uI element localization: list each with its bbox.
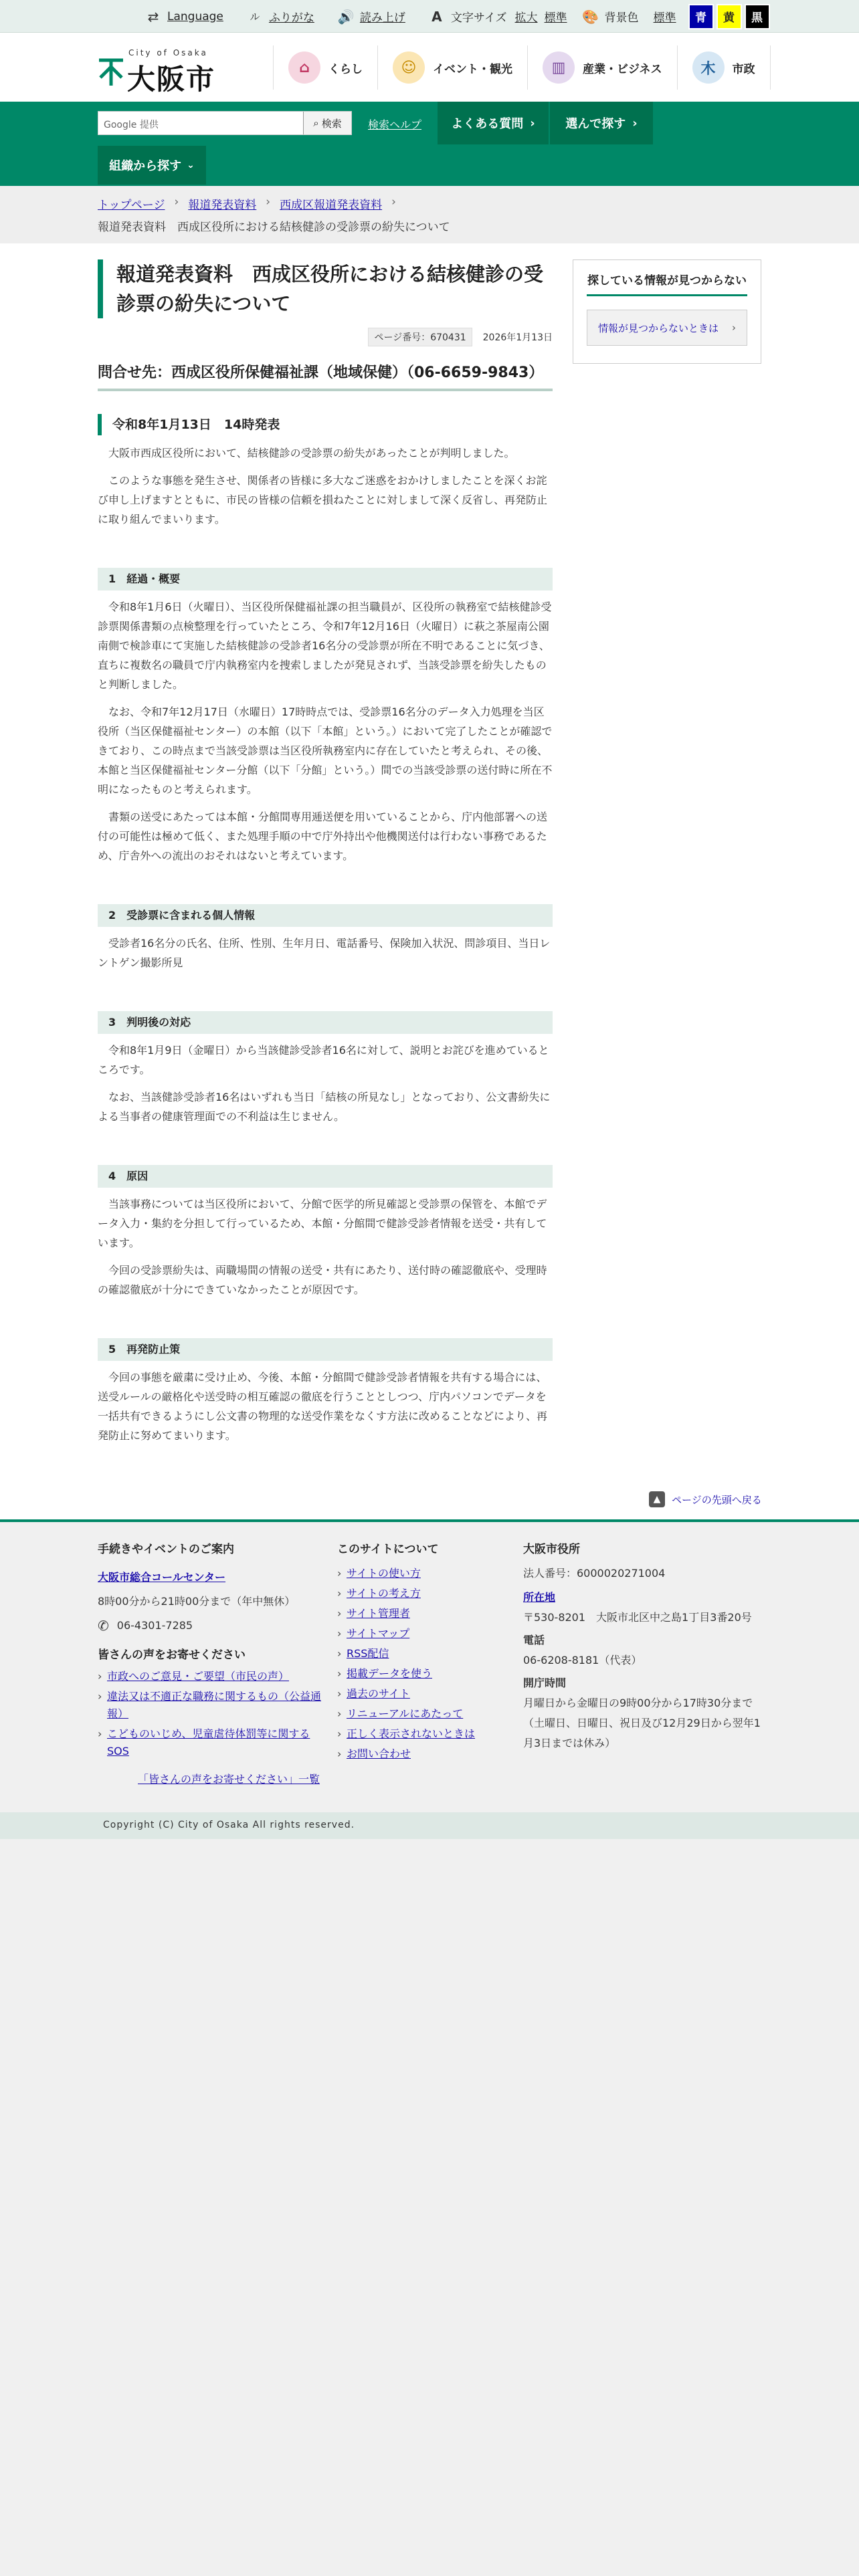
furigana-icon: ル: [250, 11, 260, 23]
release-heading: 令和8年1月13日 14時発表: [98, 414, 553, 435]
not-found-button[interactable]: [587, 310, 747, 346]
furigana-link[interactable]: ふりがな: [268, 11, 314, 25]
open-hours: 月曜日から金曜日の9時00分から17時30分まで: [523, 1697, 753, 1709]
callcenter-phone: 06-4301-7285: [116, 1619, 193, 1632]
global-nav: [273, 45, 771, 90]
bgcolor-label: 背景色: [604, 11, 639, 25]
breadcrumb-separator: ›: [174, 195, 179, 209]
breadcrumb-separator: ›: [266, 195, 271, 209]
nav-shisei[interactable]: [677, 45, 771, 90]
building-icon: ▥: [543, 51, 575, 84]
corp-number: 法人番号：6000020271004: [523, 1567, 666, 1580]
section-paragraph: 当該事務については当区役所において、分館で医学的所見確認と受診票の保管を、本館でデータ入力・集約を分担して行っているため、本館・分館間で健診受診者情報を送受・共有しています。: [98, 1198, 547, 1249]
section-paragraph: 令和8年1月9日（金曜日）から当該健診受診者16名に対して、説明とお詫びを進めているところです。: [98, 1044, 549, 1076]
search-nav-band: [0, 102, 859, 186]
section-heading: 1 経過・概要: [98, 568, 553, 591]
fontsize-label: 文字サイズ: [450, 11, 507, 25]
footer-site-link[interactable]: サイト管理者: [347, 1607, 410, 1620]
language-link[interactable]: Language: [167, 9, 223, 23]
footer-site-link[interactable]: お問い合わせ: [347, 1747, 411, 1760]
site-search: [98, 111, 352, 135]
nav-event[interactable]: [377, 45, 527, 90]
footer-site-link[interactable]: サイトの考え方: [347, 1587, 421, 1600]
tel-label: 電話: [523, 1634, 545, 1646]
fontsize-large-link[interactable]: 拡大: [514, 11, 538, 25]
tel-number: 06-6208-8181（代表）: [523, 1654, 642, 1667]
voice-link[interactable]: 違法又は不適正な職務に関するもの（公益通報）: [107, 1690, 322, 1720]
footer-site-link[interactable]: 正しく表示されないときは: [347, 1727, 476, 1740]
fontsize-standard-link[interactable]: 標準: [544, 11, 567, 25]
site-footer: [0, 1519, 859, 1812]
not-found-box: [573, 259, 761, 364]
callcenter-hours: 8時00分から21時00分まで（年中無休）: [98, 1595, 296, 1608]
city-emblem-icon: [98, 58, 124, 87]
chevron-down-icon: ⌄: [187, 160, 195, 171]
bgcolor-standard-link[interactable]: 標準: [653, 11, 676, 25]
nav-label: 産業・ビジネス: [583, 62, 662, 76]
open-note: （土曜日、日曜日、祝日及び12月29日から翌年1月3日までは休み）: [523, 1717, 761, 1749]
footer-heading: このサイトについて: [337, 1543, 439, 1556]
intro-paragraph: このような事態を発生させ、関係者の皆様に多大なご迷惑をおかけしましたことを深くお詫び申し上げますとともに、市民の皆様の信頼を損ねたことに対しまして深く反省し、再発防止に取り組んでまいります。: [98, 474, 548, 526]
not-found-title: 探している情報が見つからない: [587, 271, 747, 296]
city-emblem-icon: 木: [692, 51, 725, 84]
page-bottom-area: [0, 1839, 859, 2576]
nav-label: くらし: [328, 62, 363, 76]
footer-site-link[interactable]: 掲載データを使う: [347, 1667, 433, 1680]
breadcrumb-separator: ›: [391, 195, 396, 209]
breadcrumb-link-top[interactable]: トップページ: [98, 199, 165, 212]
footer-col-cityhall: [523, 1539, 761, 1753]
voice-heading: 皆さんの声をお寄せください: [98, 1648, 246, 1662]
not-found-label: 情報が見つからないときは: [598, 322, 719, 334]
bg-yellow-button[interactable]: 黄: [717, 4, 742, 29]
voice-link[interactable]: 市政へのご意見・ご要望（市民の声）: [107, 1670, 290, 1683]
page-id: ページ番号：670431: [368, 328, 472, 346]
page-meta: [98, 328, 553, 346]
breadcrumb-current: 報道発表資料 西成区役所における結核健診の受診票の紛失について: [98, 221, 450, 234]
section-paragraph: なお、当該健診受診者16名はいずれも当日「結核の所見なし」となっており、公文書紛失による当事者の健康管理面での不利益は生じません。: [98, 1091, 551, 1123]
footer-heading: 手続きやイベントのご案内: [98, 1543, 234, 1556]
footer-site-link[interactable]: 過去のサイト: [347, 1687, 410, 1700]
article: [98, 259, 553, 1445]
palette-icon: 🎨: [582, 8, 599, 25]
voice-list-link[interactable]: 「皆さんの声をお寄せください」一覧: [138, 1773, 320, 1786]
logo-subtitle: City of Osaka: [128, 48, 208, 58]
section-heading: 4 原因: [98, 1165, 553, 1188]
intro-paragraph: 大阪市西成区役所において、結核健診の受診票の紛失があったことが判明しました。: [108, 447, 515, 459]
speaker-icon: 🔊: [337, 8, 355, 25]
location-link[interactable]: 所在地: [523, 1591, 556, 1604]
nav-label: イベント・観光: [433, 62, 512, 76]
page-title: 報道発表資料 西成区役所における結核健診の受診票の紛失について: [98, 259, 553, 318]
chevron-right-icon: ›: [632, 116, 638, 130]
search-icon: ⌕: [313, 117, 319, 129]
page-date: 2026年1月13日: [482, 332, 553, 343]
footer-heading: 大阪市役所: [523, 1543, 580, 1556]
osaka-city-logo[interactable]: [98, 47, 231, 96]
open-label: 開庁時間: [523, 1677, 567, 1689]
breadcrumb: [0, 186, 859, 243]
footer-site-link[interactable]: リニューアルにあたって: [347, 1707, 464, 1720]
logo-title: 大阪市: [127, 63, 216, 96]
breadcrumb-link-press[interactable]: 報道発表資料: [188, 199, 257, 212]
org-label: 組織から探す: [109, 159, 182, 173]
search-button[interactable]: [303, 112, 351, 134]
chevron-right-icon: ›: [530, 116, 535, 130]
section-paragraph: 令和8年1月6日（火曜日）、当区役所保健福祉課の担当職員が、区役所の執務室で結核健診受診票関係書類の点検整理を行っていたところ、令和7年12月16日（火曜日）に萩之茶屋南公園南側で検診車にて実施した結核健診の受診者16名分の受診票が所在不明であることに気づき、直ちに複数名の職員で庁内執務室内を捜索しましたが発見されず、当該受診票を紛失したものと判断しました。: [98, 601, 552, 691]
choose-button[interactable]: [550, 102, 653, 144]
bg-blue-button[interactable]: 青: [688, 4, 714, 29]
site-header: [0, 33, 859, 102]
callcenter-link[interactable]: 大阪市総合コールセンター: [98, 1571, 226, 1584]
section-heading: 5 再発防止策: [98, 1338, 553, 1361]
section-paragraph: 今回の受診票紛失は、両職場間の情報の送受・共有にあたり、送付時の確認徹底や、受理時の確認徹底が十分にできていなかったことが原因です。: [98, 1264, 547, 1296]
copyright: Copyright (C) City of Osaka All rights reserved.: [103, 1820, 355, 1830]
text-size-icon: A: [432, 8, 442, 25]
address: 〒530-8201 大阪市北区中之島1丁目3番20号: [523, 1611, 752, 1624]
footer-site-link[interactable]: サイトマップ: [347, 1627, 410, 1640]
voice-link[interactable]: こどものいじめ、児童虐待体罰等に関するSOS: [107, 1727, 310, 1757]
search-input[interactable]: Google 提供: [104, 120, 159, 130]
breadcrumb-link-nishinari[interactable]: 西成区報道発表資料: [280, 199, 383, 212]
search-button-label: 検索: [321, 117, 342, 130]
translate-icon: ⇄: [147, 8, 159, 25]
utility-bar: [0, 0, 859, 33]
bg-black-button[interactable]: 黒: [745, 4, 770, 29]
section-paragraph: 受診者16名分の氏名、住所、性別、生年月日、電話番号、保険加入状況、問診項目、当日レントゲン撮影所見: [98, 937, 551, 969]
page-top-label: ページの先頭へ戻る: [672, 1493, 762, 1506]
search-help-link[interactable]: 検索ヘルプ: [368, 118, 422, 131]
phone-icon: ✆: [98, 1618, 109, 1634]
section-paragraph: 今回の事態を厳粛に受け止め、今後、本館・分館間で健診受診者情報を共有する場合には、送受ルールの厳格化や送受時の相互確認の徹底を行うこととしつつ、庁内パソコンでデータを一括共有できるようにし公文書の物理的な送受作業をなくす方法に改めることなどにより、再発防止に努めてまいります。: [98, 1371, 548, 1442]
footer-col-site: [337, 1539, 511, 1764]
faq-button[interactable]: [438, 102, 549, 144]
person-icon: ☺: [393, 51, 425, 84]
org-button[interactable]: [98, 146, 206, 185]
footer-site-link[interactable]: サイトの使い方: [347, 1567, 421, 1580]
section-paragraph: 書類の送受にあたっては本館・分館間専用逓送便を用いていることから、庁内他部署への送付の可能性は極めて低く、また処理手順の中で庁外持出や他機関送付は行わない事務であるため、庁舎外への流出のおそれはないと考えています。: [98, 811, 548, 862]
section-heading: 3 判明後の対応: [98, 1011, 553, 1034]
nav-kurashi[interactable]: [273, 45, 377, 90]
section-heading: 2 受診票に含まれる個人情報: [98, 904, 553, 927]
nav-business[interactable]: [527, 45, 677, 90]
faq-label: よくある質問: [451, 117, 524, 131]
arrow-up-icon: ▲: [649, 1491, 665, 1507]
nav-label: 市政: [732, 62, 755, 76]
house-icon: ⌂: [288, 51, 320, 84]
copyright-bar: [0, 1812, 859, 1839]
footer-site-link[interactable]: RSS配信: [347, 1647, 389, 1660]
footer-col-guide: [98, 1539, 332, 1790]
readaloud-link[interactable]: 読み上げ: [359, 11, 405, 25]
contact-heading: 問合せ先：西成区役所保健福祉課（地域保健）（06-6659-9843）: [98, 361, 553, 391]
page-top-link[interactable]: [649, 1491, 762, 1507]
choose-label: 選んで探す: [565, 117, 626, 131]
section-paragraph: なお、令和7年12月17日（水曜日）17時時点では、受診票16名分のデータ入力処理を当区役所（当区保健福祉センター）の本館（以下「本館」という。）において完了したことが確認できており、この時点まで当該受診票は当区役所執務室内に存在していたと考えられ、その後、本館と当区保健福祉センター分館（以下「分館」という。）間での当該受診票の送付時に所在不明になったものと考えられます。: [98, 706, 553, 796]
chevron-right-icon: ›: [732, 322, 736, 334]
